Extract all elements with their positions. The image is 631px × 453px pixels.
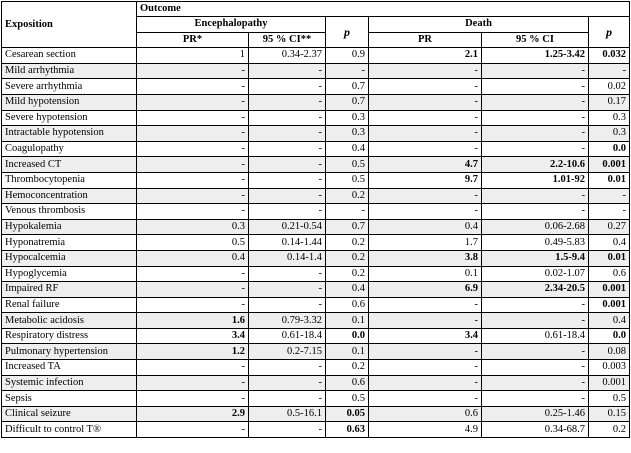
p-death-cell: 0.15: [589, 406, 630, 422]
p-death-cell: 0.01: [589, 172, 630, 188]
pr-death-cell: -: [369, 141, 482, 157]
ci-death-cell: -: [482, 344, 589, 360]
p-death-header: p: [589, 17, 630, 48]
pr-encephalopathy-cell: -: [137, 391, 249, 407]
p-death-cell: 0.001: [589, 282, 630, 298]
pr-encephalopathy-cell: -: [137, 141, 249, 157]
p-death-cell: 0.02: [589, 79, 630, 95]
p-death-cell: -: [589, 188, 630, 204]
p-death-cell: 0.001: [589, 297, 630, 313]
ci-encephalopathy-cell: -: [249, 126, 326, 142]
exposition-cell: Mild arrhythmia: [2, 63, 137, 79]
ci-encephalopathy-cell: -: [249, 110, 326, 126]
ci-encephalopathy-cell: 0.5-16.1: [249, 406, 326, 422]
exposition-cell: Sepsis: [2, 391, 137, 407]
pr-encephalopathy-cell: 3.4: [137, 328, 249, 344]
table-row: [2, 141, 630, 157]
ci-death-cell: -: [482, 297, 589, 313]
ci-encephalopathy-cell: -: [249, 141, 326, 157]
ci-death-cell: 2.2-10.6: [482, 157, 589, 173]
p-encephalopathy-cell: 0.3: [326, 126, 369, 142]
ci-encephalopathy-cell: -: [249, 282, 326, 298]
exposition-header: Exposition: [2, 2, 137, 48]
ci-encephalopathy-cell: 0.14-1.44: [249, 235, 326, 251]
pr-death-cell: 4.7: [369, 157, 482, 173]
pr-encephalopathy-cell: -: [137, 157, 249, 173]
table-row: [2, 266, 630, 282]
ci-death-cell: -: [482, 204, 589, 220]
pr-death-cell: -: [369, 313, 482, 329]
ci-death-cell: -: [482, 141, 589, 157]
pr-death-header: PR: [369, 32, 482, 48]
p-encephalopathy-cell: 0.63: [326, 422, 369, 438]
results-table: [1, 1, 630, 438]
table-row: [2, 79, 630, 95]
encephalopathy-header: Encephalopathy: [137, 17, 326, 33]
p-death-cell: 0.0: [589, 328, 630, 344]
ci-death-cell: -: [482, 94, 589, 110]
table-row: [2, 157, 630, 173]
pr-encephalopathy-cell: 1.6: [137, 313, 249, 329]
table-row: [2, 406, 630, 422]
exposition-cell: Impaired RF: [2, 282, 137, 298]
death-header: Death: [369, 17, 589, 33]
pr-death-cell: 6.9: [369, 282, 482, 298]
ci-encephalopathy-cell: -: [249, 157, 326, 173]
pr-death-cell: 0.4: [369, 219, 482, 235]
ci-encephalopathy-header: 95 % CI**: [249, 32, 326, 48]
ci-death-cell: 1.01-92: [482, 172, 589, 188]
ci-encephalopathy-cell: -: [249, 79, 326, 95]
p-encephalopathy-cell: 0.3: [326, 110, 369, 126]
pr-encephalopathy-cell: -: [137, 360, 249, 376]
pr-encephalopathy-cell: -: [137, 172, 249, 188]
p-encephalopathy-cell: 0.5: [326, 172, 369, 188]
pr-death-cell: -: [369, 344, 482, 360]
table-row: [2, 313, 630, 329]
ci-encephalopathy-cell: -: [249, 204, 326, 220]
ci-encephalopathy-cell: -: [249, 172, 326, 188]
ci-encephalopathy-cell: -: [249, 266, 326, 282]
p-encephalopathy-header: p: [326, 17, 369, 48]
ci-encephalopathy-cell: -: [249, 63, 326, 79]
p-encephalopathy-cell: 0.9: [326, 48, 369, 64]
pr-death-cell: 0.1: [369, 266, 482, 282]
p-encephalopathy-cell: 0.7: [326, 79, 369, 95]
pr-encephalopathy-cell: -: [137, 94, 249, 110]
p-death-cell: 0.001: [589, 375, 630, 391]
pr-death-cell: -: [369, 375, 482, 391]
p-death-cell: 0.032: [589, 48, 630, 64]
p-encephalopathy-cell: 0.5: [326, 391, 369, 407]
p-death-cell: 0.4: [589, 235, 630, 251]
pr-death-cell: 3.4: [369, 328, 482, 344]
outcome-header: Outcome: [137, 2, 630, 17]
pr-death-cell: -: [369, 94, 482, 110]
p-encephalopathy-cell: 0.2: [326, 360, 369, 376]
pr-death-cell: -: [369, 204, 482, 220]
pr-encephalopathy-cell: -: [137, 297, 249, 313]
p-death-cell: 0.17: [589, 94, 630, 110]
pr-encephalopathy-cell: 0.5: [137, 235, 249, 251]
pr-death-cell: -: [369, 110, 482, 126]
pr-death-cell: -: [369, 79, 482, 95]
pr-death-cell: -: [369, 297, 482, 313]
p-encephalopathy-cell: 0.2: [326, 235, 369, 251]
p-death-cell: 0.2: [589, 422, 630, 438]
p-death-cell: 0.3: [589, 110, 630, 126]
exposition-cell: Severe arrhythmia: [2, 79, 137, 95]
exposition-cell: Respiratory distress: [2, 328, 137, 344]
ci-encephalopathy-cell: -: [249, 422, 326, 438]
pr-encephalopathy-header: PR*: [137, 32, 249, 48]
p-death-cell: 0.4: [589, 313, 630, 329]
p-encephalopathy-cell: 0.7: [326, 94, 369, 110]
table-row: [2, 235, 630, 251]
p-encephalopathy-cell: -: [326, 204, 369, 220]
p-death-cell: 0.01: [589, 250, 630, 266]
ci-death-cell: -: [482, 126, 589, 142]
pr-death-cell: -: [369, 391, 482, 407]
ci-encephalopathy-cell: 0.21-0.54: [249, 219, 326, 235]
table-row: [2, 126, 630, 142]
p-death-cell: 0.6: [589, 266, 630, 282]
pr-death-cell: 9.7: [369, 172, 482, 188]
p-encephalopathy-cell: 0.5: [326, 157, 369, 173]
exposition-cell: Renal failure: [2, 297, 137, 313]
p-encephalopathy-cell: 0.4: [326, 282, 369, 298]
p-encephalopathy-cell: 0.4: [326, 141, 369, 157]
p-encephalopathy-cell: 0.0: [326, 328, 369, 344]
pr-encephalopathy-cell: -: [137, 63, 249, 79]
pr-encephalopathy-cell: -: [137, 79, 249, 95]
exposition-cell: Venous thrombosis: [2, 204, 137, 220]
ci-encephalopathy-cell: 0.14-1.4: [249, 250, 326, 266]
ci-death-cell: 0.49-5.83: [482, 235, 589, 251]
p-encephalopathy-cell: 0.05: [326, 406, 369, 422]
exposition-cell: Hypokalemia: [2, 219, 137, 235]
pr-encephalopathy-cell: -: [137, 375, 249, 391]
table-row: [2, 422, 630, 438]
p-death-cell: 0.003: [589, 360, 630, 376]
table-row: [2, 250, 630, 266]
p-death-cell: 0.0: [589, 141, 630, 157]
exposition-cell: Mild hypotension: [2, 94, 137, 110]
ci-death-cell: -: [482, 63, 589, 79]
table-row: [2, 344, 630, 360]
table-row: [2, 172, 630, 188]
p-death-cell: 0.5: [589, 391, 630, 407]
exposition-cell: Severe hypotension: [2, 110, 137, 126]
p-encephalopathy-cell: 0.6: [326, 375, 369, 391]
ci-death-cell: 2.34-20.5: [482, 282, 589, 298]
table-row: [2, 328, 630, 344]
ci-encephalopathy-cell: 0.79-3.32: [249, 313, 326, 329]
pr-death-cell: 0.6: [369, 406, 482, 422]
exposition-cell: Hemoconcentration: [2, 188, 137, 204]
pr-encephalopathy-cell: -: [137, 422, 249, 438]
ci-encephalopathy-cell: 0.2-7.15: [249, 344, 326, 360]
exposition-cell: Metabolic acidosis: [2, 313, 137, 329]
exposition-cell: Hypoglycemia: [2, 266, 137, 282]
table-body: [2, 48, 630, 438]
exposition-cell: Cesarean section: [2, 48, 137, 64]
ci-encephalopathy-cell: -: [249, 297, 326, 313]
exposition-cell: Clinical seizure: [2, 406, 137, 422]
exposition-cell: Intractable hypotension: [2, 126, 137, 142]
ci-death-cell: -: [482, 375, 589, 391]
table-row: [2, 48, 630, 64]
p-death-cell: 0.3: [589, 126, 630, 142]
ci-death-cell: 0.34-68.7: [482, 422, 589, 438]
pr-encephalopathy-cell: -: [137, 126, 249, 142]
p-encephalopathy-cell: -: [326, 63, 369, 79]
ci-encephalopathy-cell: 0.34-2.37: [249, 48, 326, 64]
p-death-cell: 0.27: [589, 219, 630, 235]
p-death-cell: -: [589, 63, 630, 79]
pr-death-cell: -: [369, 188, 482, 204]
table-row: [2, 63, 630, 79]
ci-death-cell: 1.25-3.42: [482, 48, 589, 64]
p-encephalopathy-cell: 0.2: [326, 188, 369, 204]
ci-encephalopathy-cell: -: [249, 360, 326, 376]
exposition-cell: Hypocalcemia: [2, 250, 137, 266]
table-row: [2, 360, 630, 376]
ci-death-cell: -: [482, 313, 589, 329]
ci-death-cell: -: [482, 188, 589, 204]
table-row: [2, 391, 630, 407]
ci-encephalopathy-cell: -: [249, 375, 326, 391]
ci-death-cell: -: [482, 79, 589, 95]
exposition-cell: Coagulopathy: [2, 141, 137, 157]
p-encephalopathy-cell: 0.1: [326, 313, 369, 329]
p-encephalopathy-cell: 0.1: [326, 344, 369, 360]
pr-encephalopathy-cell: -: [137, 266, 249, 282]
pr-encephalopathy-cell: 1.2: [137, 344, 249, 360]
table-row: [2, 188, 630, 204]
pr-encephalopathy-cell: 1: [137, 48, 249, 64]
pr-encephalopathy-cell: 0.3: [137, 219, 249, 235]
exposition-cell: Increased CT: [2, 157, 137, 173]
p-encephalopathy-cell: 0.6: [326, 297, 369, 313]
pr-death-cell: -: [369, 126, 482, 142]
table-row: [2, 94, 630, 110]
ci-encephalopathy-cell: -: [249, 94, 326, 110]
table-row: [2, 297, 630, 313]
exposition-cell: Difficult to control T®: [2, 422, 137, 438]
pr-encephalopathy-cell: -: [137, 110, 249, 126]
ci-death-cell: 1.5-9.4: [482, 250, 589, 266]
p-encephalopathy-cell: 0.2: [326, 250, 369, 266]
table-row: [2, 219, 630, 235]
pr-encephalopathy-cell: 2.9: [137, 406, 249, 422]
exposition-cell: Increased TA: [2, 360, 137, 376]
pr-death-cell: 3.8: [369, 250, 482, 266]
p-death-cell: -: [589, 204, 630, 220]
table-row: [2, 110, 630, 126]
ci-encephalopathy-cell: 0.61-18.4: [249, 328, 326, 344]
pr-death-cell: -: [369, 63, 482, 79]
pr-death-cell: -: [369, 360, 482, 376]
pr-encephalopathy-cell: -: [137, 282, 249, 298]
pr-encephalopathy-cell: -: [137, 204, 249, 220]
ci-death-cell: -: [482, 360, 589, 376]
ci-encephalopathy-cell: -: [249, 391, 326, 407]
table-row: [2, 375, 630, 391]
exposition-cell: Systemic infection: [2, 375, 137, 391]
ci-death-cell: 0.06-2.68: [482, 219, 589, 235]
exposition-cell: Pulmonary hypertension: [2, 344, 137, 360]
table-row: [2, 282, 630, 298]
ci-death-cell: 0.02-1.07: [482, 266, 589, 282]
ci-death-cell: -: [482, 110, 589, 126]
p-death-cell: 0.08: [589, 344, 630, 360]
p-encephalopathy-cell: 0.7: [326, 219, 369, 235]
pr-death-cell: 2.1: [369, 48, 482, 64]
ci-death-header: 95 % CI: [482, 32, 589, 48]
pr-death-cell: 1.7: [369, 235, 482, 251]
pr-encephalopathy-cell: 0.4: [137, 250, 249, 266]
ci-encephalopathy-cell: -: [249, 188, 326, 204]
table-row: [2, 204, 630, 220]
ci-death-cell: -: [482, 391, 589, 407]
p-death-cell: 0.001: [589, 157, 630, 173]
ci-death-cell: 0.25-1.46: [482, 406, 589, 422]
pr-encephalopathy-cell: -: [137, 188, 249, 204]
ci-death-cell: 0.61-18.4: [482, 328, 589, 344]
p-encephalopathy-cell: 0.2: [326, 266, 369, 282]
exposition-cell: Thrombocytopenia: [2, 172, 137, 188]
exposition-cell: Hyponatremia: [2, 235, 137, 251]
pr-death-cell: 4.9: [369, 422, 482, 438]
